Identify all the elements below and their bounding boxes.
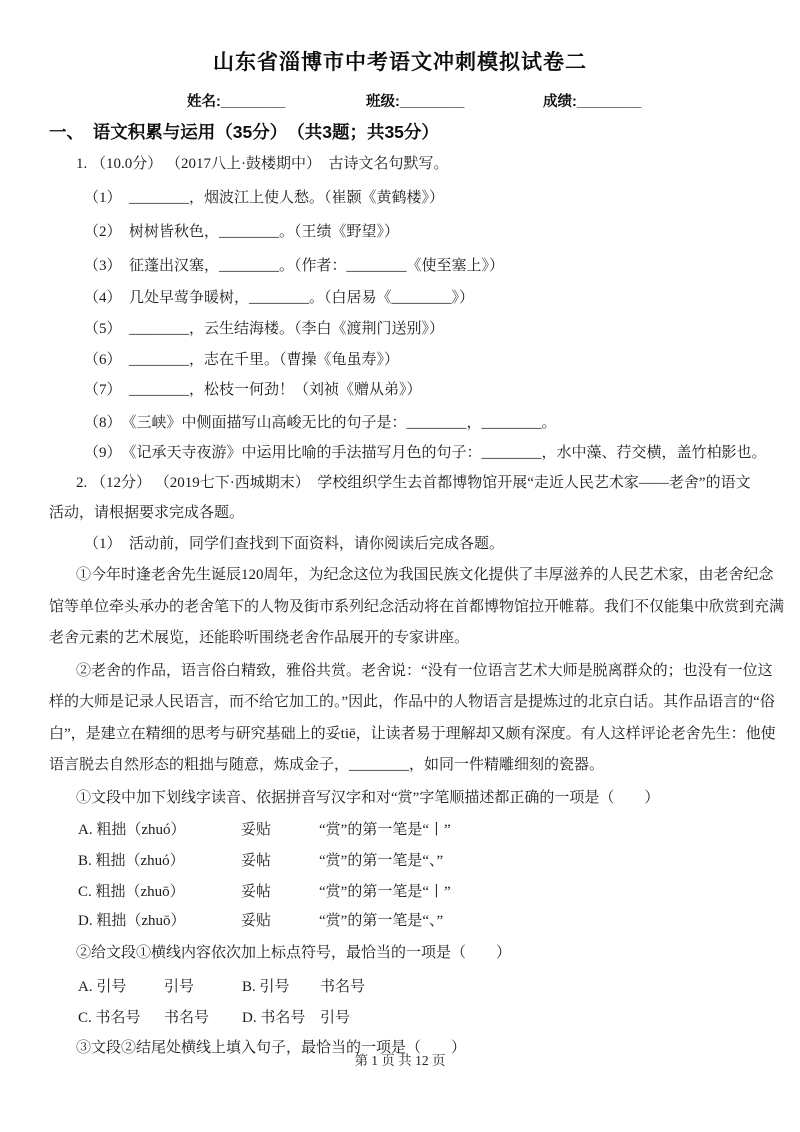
q1-stem: 1. （10.0分） （2017八上·鼓楼期中） 古诗文名句默写。 (76, 156, 449, 172)
option-word: 妥贴 (241, 822, 272, 838)
q2-subq2-stem: ②给文段①横线内容依次加上标点符号，最恰当的一项是（ ） (76, 945, 512, 961)
score-label: 成绩: (543, 94, 577, 110)
option-word: 妥贴 (241, 913, 272, 929)
option-stroke: “赏”的第一笔是“丨” (319, 822, 451, 838)
q2-material2-line2: 样的大师是记录人民语言，而不给它加工的。”因此，作品中的人物语言是提炼过的北京白话。其作品语言的“俗 (49, 694, 775, 710)
punct-option: 引号 (164, 979, 195, 995)
q1-item-1: （1） ________，烟波江上使人愁。（崔颢《黄鹤楼》） (84, 190, 445, 206)
name-field (187, 90, 285, 111)
q1-item-6: （6） ________，志在千里。（曹操《龟虽寿》） (84, 352, 400, 368)
option-label: B. 粗拙（zhuó） (78, 853, 185, 869)
q1-item-9: （9） 《记承天寺夜游》中运用比喻的手法描写月色的句子：________，水中藻、荇交横，盖竹柏影也。 (84, 445, 767, 461)
option-word: 妥帖 (241, 884, 272, 900)
option-row-b (78, 849, 443, 870)
punct-option: 书名号 (320, 979, 366, 995)
q2-stem-line2: 活动，请根据要求完成各题。 (49, 505, 245, 521)
section-heading: 一、 语文积累与运用（35分） （共3题；共35分） (49, 122, 439, 142)
option-word: 妥帖 (241, 853, 272, 869)
score-field (543, 90, 641, 111)
option-stroke: “赏”的第一笔是“、” (319, 853, 444, 869)
punct-option: 书名号 (164, 1010, 210, 1026)
option-stroke: “赏”的第一笔是“丨” (319, 884, 451, 900)
q1-item-3: （3） 征蓬出汉塞，________。（作者：________《使至塞上》） (84, 258, 505, 274)
punct-option: D. 书名号 (242, 1010, 306, 1026)
q2-material2-line3: 白”，是建立在精细的思考与研究基础上的妥tiē，让读者易于理解却又颇有深度。有人这样评论老舍先生：他使 (49, 726, 776, 742)
name-blank: ________ (220, 94, 286, 110)
q2-subq3-stem: ③文段②结尾处横线上填入句子，最恰当的一项是（ ） (76, 1040, 467, 1056)
punct-option: B. 引号 (242, 979, 290, 995)
q1-item-5: （5） ________，云生结海楼。（李白《渡荆门送别》） (84, 321, 445, 337)
option-stroke: “赏”的第一笔是“、” (319, 913, 444, 929)
q2-stem-line1: 2. （12分） （2019七下·西城期末） 学校组织学生去首都博物馆开展“走近人民艺术家——老舍”的语文 (76, 475, 751, 491)
q1-item-7: （7） ________，松枝一何劲！（刘祯《赠从弟》） (84, 382, 422, 398)
q1-item-4: （4） 几处早莺争暖树，________。（白居易《________》） (84, 290, 475, 306)
punct-option: 引号 (320, 1010, 351, 1026)
score-blank: ________ (576, 94, 642, 110)
punct-option: C. 书名号 (78, 1010, 141, 1026)
name-label: 姓名: (187, 94, 221, 110)
punct-option-row-2 (78, 1006, 350, 1027)
q2-material2-line4: 语言脱去自然形态的粗拙与随意，炼成金子，________，如同一件精雕细刻的瓷器。 (49, 757, 605, 773)
option-row-c (78, 880, 451, 901)
q2-material1-line2: 馆等单位牵头承办的老舍笔下的人物及街市系列纪念活动将在首都博物馆拉开帷幕。我们不仅能集中欣赏到充满 (49, 599, 785, 615)
q2-material2-line1: ②老舍的作品，语言俗白精致，雅俗共赏。老舍说：“没有一位语言艺术大师是脱离群众的；也没有一位这 (76, 663, 773, 679)
class-label: 班级: (366, 94, 400, 110)
punct-option: A. 引号 (78, 979, 127, 995)
punct-option-row-1 (78, 975, 365, 996)
class-field (366, 90, 464, 111)
q1-item-2: （2） 树树皆秋色，________。（王绩《野望》） (84, 224, 400, 240)
option-label: C. 粗拙（zhuō） (78, 884, 185, 900)
option-label: A. 粗拙（zhuó） (78, 822, 186, 838)
q2-material1-line3: 老舍元素的艺术展览，还能聆听围绕老舍作品展开的专家讲座。 (49, 630, 470, 646)
option-row-a (78, 818, 451, 839)
option-row-d (78, 909, 443, 930)
q2-material1-line1: ①今年时逢老舍先生诞辰120周年，为纪念这位为我国民族文化提供了丰厚滋养的人民艺术家，由老舍纪念 (76, 567, 774, 583)
page-title: 山东省淄博市中考语文冲刺模拟试卷二 (213, 51, 587, 74)
option-label: D. 粗拙（zhuō） (78, 913, 186, 929)
class-blank: ________ (399, 94, 465, 110)
page-number: 第 1 页 共 12 页 (354, 1053, 446, 1068)
q2-sub1-stem: （1） 活动前，同学们查找到下面资料，请你阅读后完成各题。 (84, 536, 505, 552)
q2-subq1-stem: ①文段中加下划线字读音、依据拼音写汉字和对“赏”字笔顺描述都正确的一项是（ ） (76, 790, 660, 806)
q1-item-8: （8） 《三峡》中侧面描写山高峻无比的句子是：________，________。 (84, 415, 557, 431)
